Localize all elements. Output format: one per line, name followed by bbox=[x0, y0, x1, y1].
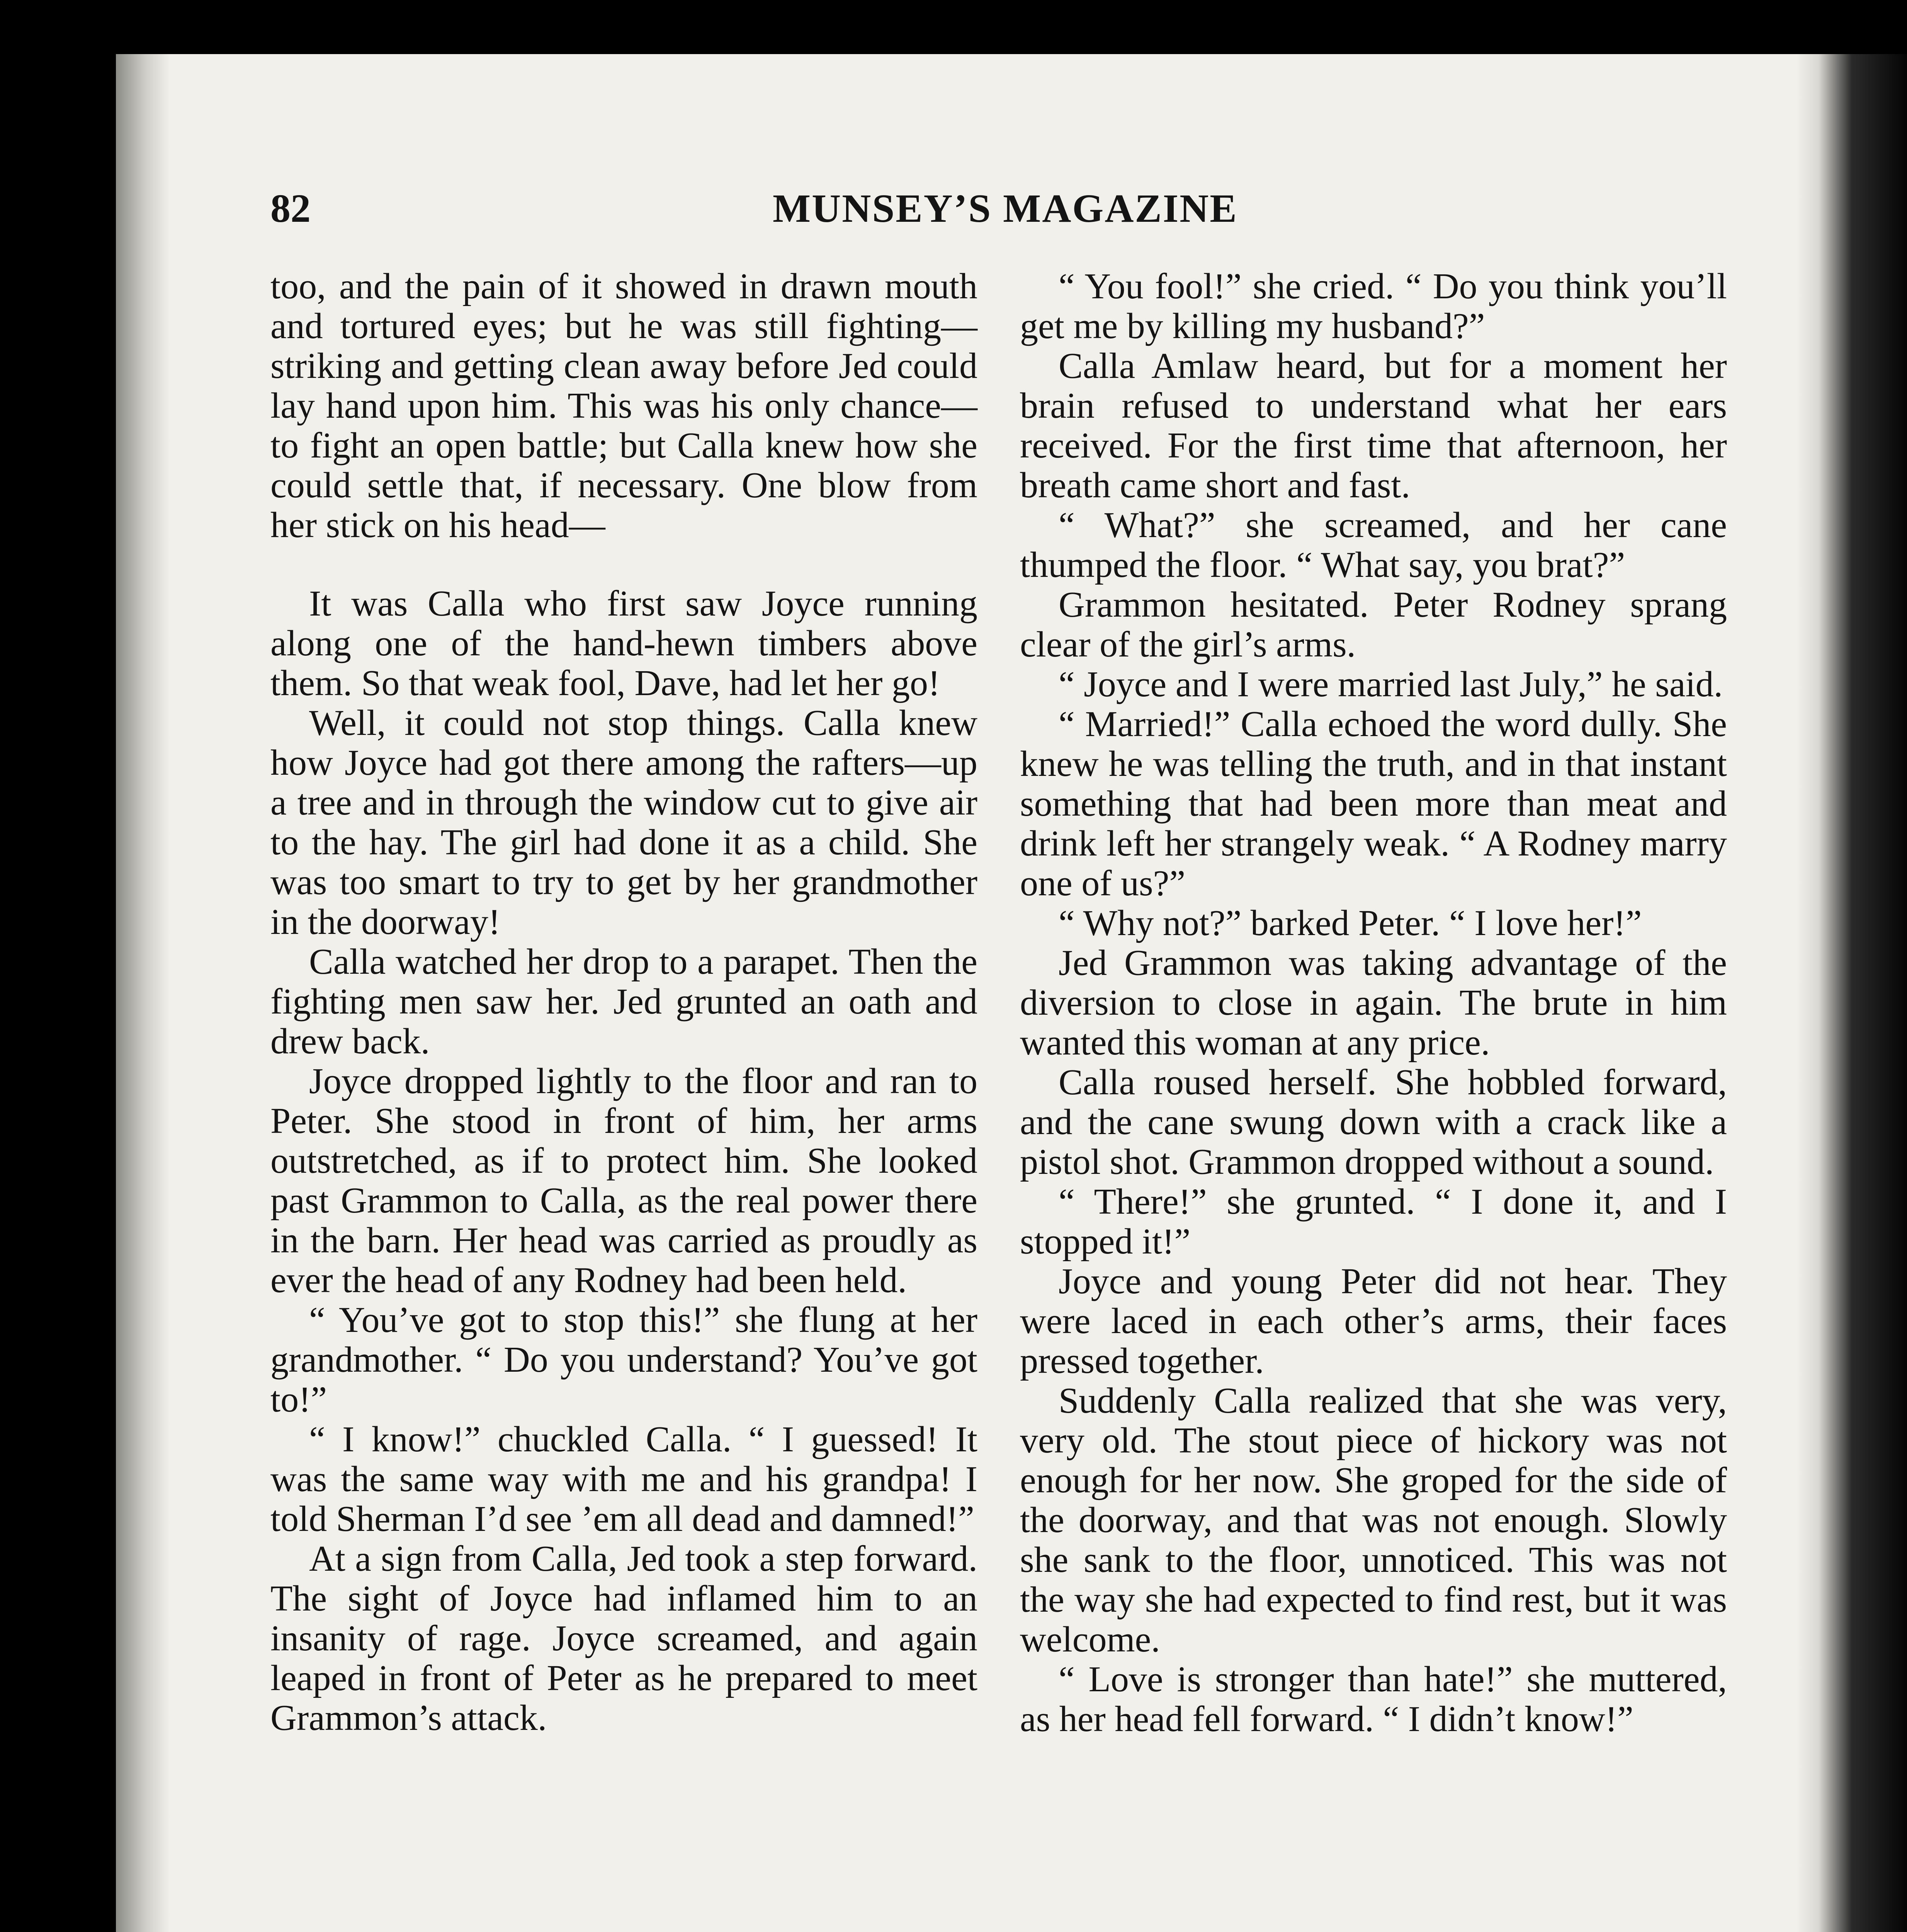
running-header bbox=[270, 185, 1739, 247]
paragraph: Grammon hesitated. Peter Rodney sprang clear of the girl’s arms. bbox=[1020, 585, 1727, 665]
paragraph: Joyce dropped lightly to the floor and ran to Peter. She stood in front of him, her arms outstretched, as if to protect him. She looked past Grammon to Calla, as the real power there in the barn. Her head was carried as proudly as ever the head of any Rodney had been held. bbox=[270, 1061, 977, 1300]
paragraph: Calla roused herself. She hobbled forward, and the cane swung down with a crack like a pistol shot. Grammon dropped without a sound. bbox=[1020, 1062, 1727, 1182]
paragraph: Jed Grammon was taking advantage of the diversion to close in again. The brute in him wanted this woman at any price. bbox=[1020, 943, 1727, 1063]
paragraph: “ Joyce and I were married last July,” he said. bbox=[1059, 664, 1723, 704]
paragraph: “ Why not?” barked Peter. “ I love her!” bbox=[1059, 903, 1642, 943]
magazine-title: MUNSEY’S MAGAZINE bbox=[773, 186, 1238, 231]
paragraph: “ You’ve got to stop this!” she flung at her grandmother. “ Do you understand? You’ve got to!” bbox=[270, 1300, 977, 1420]
paragraph: “ Married!” Calla echoed the word dully. She knew he was telling the truth, and in that instant something that had been more than meat and drink left her strangely weak. “ A Rodney marry one of us?” bbox=[1020, 704, 1727, 903]
paragraph: “ You fool!” she cried. “ Do you think you’ll get me by killing my husband?” bbox=[1020, 266, 1727, 346]
page-edge-shadow bbox=[1797, 54, 1907, 1932]
paragraph: At a sign from Calla, Jed took a step forward. The sight of Joyce had inflamed him to an insanity of rage. Joyce screamed, and again leaped in front of Peter as he prepared to meet Grammon’s attack. bbox=[270, 1539, 977, 1738]
paragraph: Calla Amlaw heard, but for a moment her brain refused to understand what her ears received. For the first time that afternoon, her breath came short and fast. bbox=[1020, 346, 1727, 505]
paragraph: Calla watched her drop to a parapet. Then the fighting men saw her. Jed grunted an oath and drew back. bbox=[270, 942, 977, 1061]
paragraph: “ Love is stronger than hate!” she muttered, as her head fell forward. “ I didn’t know!” bbox=[1020, 1659, 1727, 1739]
paragraph: “ What?” she screamed, and her cane thumped the floor. “ What say, you brat?” bbox=[1020, 505, 1727, 585]
paragraph: Suddenly Calla realized that she was very, very old. The stout piece of hickory was not enough for her now. She groped for the side of the doorway, and that was not enough. Slowly she sank to the floor, unnoticed. This was not the way she had expected to find rest, but it was welcome. bbox=[1020, 1381, 1727, 1660]
page-spine-shadow bbox=[116, 54, 170, 1932]
paragraph: Joyce and young Peter did not hear. They were laced in each other’s arms, their faces pressed together. bbox=[1020, 1261, 1727, 1381]
page-number: 82 bbox=[270, 186, 311, 231]
paragraph: “ I know!” chuckled Calla. “ I guessed! It was the same way with me and his grandpa! I told Sherman I’d see ’em all dead and damned!” bbox=[270, 1419, 977, 1539]
paragraph: “ There!” she grunted. “ I done it, and I stopped it!” bbox=[1020, 1182, 1727, 1262]
paragraph: It was Calla who first saw Joyce running along one of the hand-hewn timbers above them. So that weak fool, Dave, had let her go! bbox=[270, 583, 977, 703]
paragraph: too, and the pain of it showed in drawn mouth and tortured eyes; but he was still fighting—striking and getting clean away before Jed could lay hand upon him. This was his only chance—to fight an open battle; but Calla knew how she could settle that, if necessary. One blow from her stick on his head— bbox=[270, 266, 977, 545]
story-column-right bbox=[1020, 267, 1727, 1739]
story-column-left bbox=[270, 267, 977, 1738]
paragraph: Well, it could not stop things. Calla knew how Joyce had got there among the rafters—up a tree and in through the window cut to give air to the hay. The girl had done it as a child. She was too smart to try to get by her grandmother in the doorway! bbox=[270, 703, 977, 942]
